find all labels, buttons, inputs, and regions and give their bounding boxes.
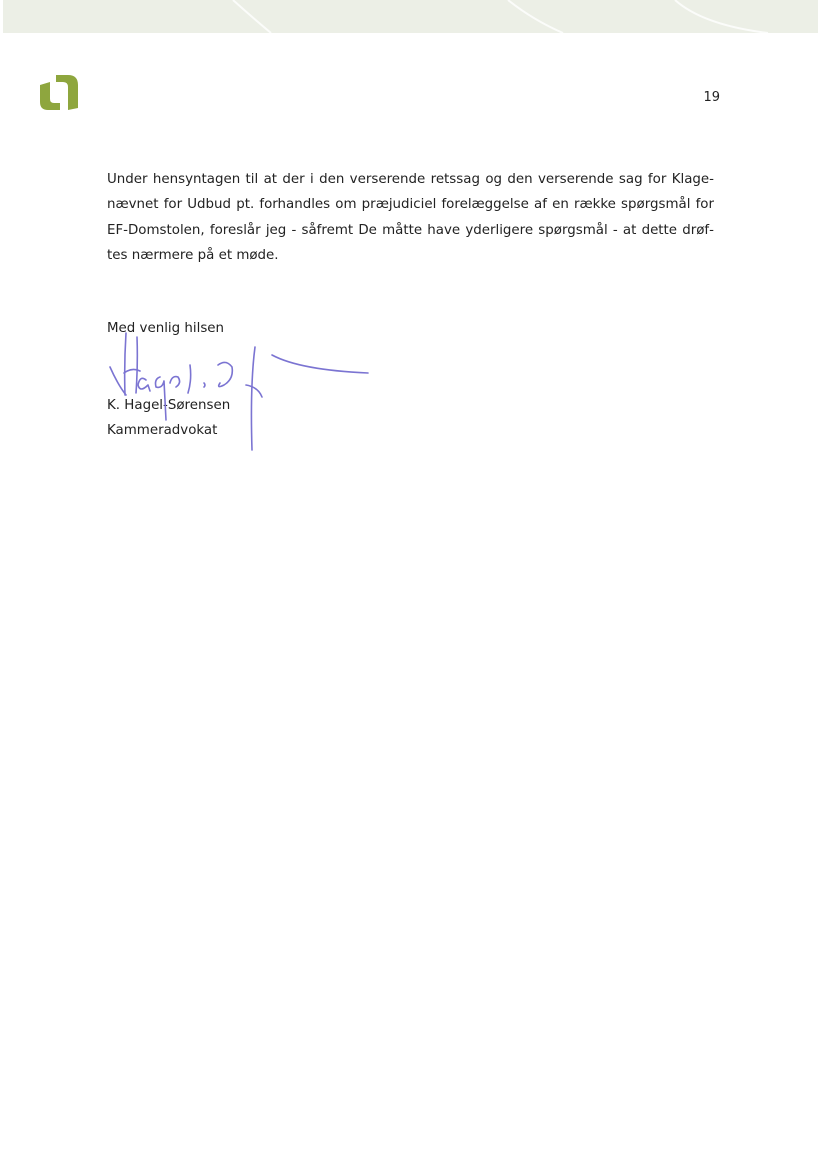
body-paragraph: Under hensyntagen til at der i den verserende retssag og den verserende sag for Klagenævnet for Udbud pt. forhandles om præjudiciel forelæggelse af en række spørgsmål for EF-Domstolen, foreslår jeg - såfremt De måtte have yderligere spørgsmål - at dette drøftes nærmere på et møde. — [107, 172, 714, 263]
signer-title: Kammeradvokat — [107, 423, 218, 438]
header-band — [3, 0, 818, 33]
company-logo-icon — [38, 73, 80, 111]
closing-greeting: Med venlig hilsen — [107, 321, 225, 336]
signer-name: K. Hagel-Sørensen — [107, 398, 231, 413]
handwritten-signature — [100, 325, 380, 460]
page-number: 19 — [703, 90, 720, 105]
header-band-pattern — [3, 0, 818, 33]
